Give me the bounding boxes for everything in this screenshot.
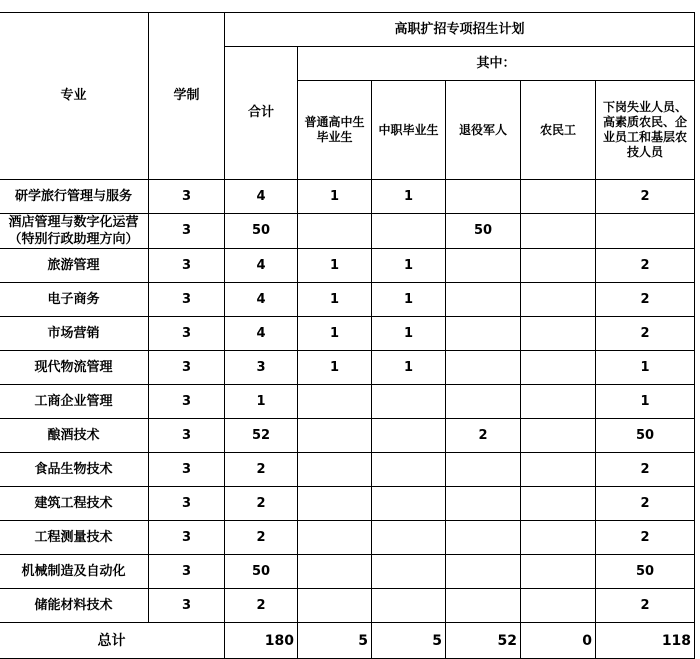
total-cell: 2 xyxy=(225,487,298,521)
duration-cell: 3 xyxy=(149,317,225,351)
total-cell: 4 xyxy=(225,317,298,351)
major-cell: 工程测量技术 xyxy=(0,521,149,555)
major-cell: 酒店管理与数字化运营（特别行政助理方向） xyxy=(0,214,149,249)
header-among: 其中： xyxy=(298,47,695,81)
duration-cell: 3 xyxy=(149,180,225,214)
migrant-workers-cell xyxy=(521,487,596,521)
other-groups-cell: 2 xyxy=(596,521,695,555)
high-school-cell xyxy=(298,589,372,623)
vocational-cell xyxy=(372,555,446,589)
duration-cell: 3 xyxy=(149,453,225,487)
total-cell: 2 xyxy=(225,453,298,487)
veterans-cell: 2 xyxy=(446,419,521,453)
total-cell: 4 xyxy=(225,283,298,317)
other-groups-cell: 2 xyxy=(596,249,695,283)
header-other-groups: 下岗失业人员、高素质农民、企业员工和基层农技人员 xyxy=(596,81,695,180)
major-cell: 工商企业管理 xyxy=(0,385,149,419)
major-cell: 现代物流管理 xyxy=(0,351,149,385)
high-school-cell xyxy=(298,521,372,555)
high-school-cell xyxy=(298,385,372,419)
other-groups-cell: 2 xyxy=(596,487,695,521)
major-cell: 市场营销 xyxy=(0,317,149,351)
vocational-cell xyxy=(372,589,446,623)
veterans-cell xyxy=(446,555,521,589)
grand-total: 180 xyxy=(225,623,298,659)
veterans-cell xyxy=(446,385,521,419)
table-row xyxy=(0,317,695,351)
migrant-workers-cell xyxy=(521,283,596,317)
header-major: 专业 xyxy=(0,13,149,180)
vocational-cell xyxy=(372,521,446,555)
table-row xyxy=(0,555,695,589)
veterans-cell xyxy=(446,521,521,555)
duration-cell: 3 xyxy=(149,487,225,521)
major-cell: 酿酒技术 xyxy=(0,419,149,453)
header-high-school: 普通高中生毕业生 xyxy=(298,81,372,180)
total-cell: 50 xyxy=(225,555,298,589)
high-school-total: 5 xyxy=(298,623,372,659)
veterans-cell xyxy=(446,453,521,487)
migrant-workers-cell xyxy=(521,180,596,214)
header-duration: 学制 xyxy=(149,13,225,180)
header-total: 合计 xyxy=(225,47,298,180)
vocational-cell: 1 xyxy=(372,180,446,214)
total-cell: 52 xyxy=(225,419,298,453)
header-plan-title: 高职扩招专项招生计划 xyxy=(225,13,695,47)
vocational-cell: 1 xyxy=(372,249,446,283)
veterans-cell xyxy=(446,351,521,385)
total-cell: 4 xyxy=(225,180,298,214)
enrollment-plan-table xyxy=(0,12,695,659)
high-school-cell xyxy=(298,419,372,453)
duration-cell: 3 xyxy=(149,214,225,249)
high-school-cell xyxy=(298,214,372,249)
other-groups-cell: 1 xyxy=(596,385,695,419)
header-vocational: 中职毕业生 xyxy=(372,81,446,180)
other-groups-cell: 2 xyxy=(596,589,695,623)
vocational-cell xyxy=(372,419,446,453)
table-row xyxy=(0,385,695,419)
duration-cell: 3 xyxy=(149,419,225,453)
veterans-cell xyxy=(446,487,521,521)
table-row xyxy=(0,249,695,283)
total-cell: 4 xyxy=(225,249,298,283)
table-row xyxy=(0,180,695,214)
migrant-workers-cell xyxy=(521,521,596,555)
duration-cell: 3 xyxy=(149,385,225,419)
duration-cell: 3 xyxy=(149,249,225,283)
high-school-cell: 1 xyxy=(298,317,372,351)
veterans-cell xyxy=(446,180,521,214)
veterans-cell xyxy=(446,317,521,351)
vocational-total: 5 xyxy=(372,623,446,659)
veterans-cell xyxy=(446,249,521,283)
total-row xyxy=(0,623,695,659)
high-school-cell: 1 xyxy=(298,180,372,214)
other-groups-cell: 50 xyxy=(596,555,695,589)
migrant-workers-cell xyxy=(521,317,596,351)
other-groups-cell: 2 xyxy=(596,180,695,214)
vocational-cell: 1 xyxy=(372,351,446,385)
migrant-workers-total: 0 xyxy=(521,623,596,659)
high-school-cell xyxy=(298,487,372,521)
table-row xyxy=(0,351,695,385)
vocational-cell xyxy=(372,453,446,487)
vocational-cell xyxy=(372,385,446,419)
total-cell: 50 xyxy=(225,214,298,249)
total-label: 总计 xyxy=(0,623,225,659)
veterans-cell xyxy=(446,283,521,317)
major-cell: 电子商务 xyxy=(0,283,149,317)
migrant-workers-cell xyxy=(521,555,596,589)
table-row xyxy=(0,589,695,623)
total-cell: 3 xyxy=(225,351,298,385)
high-school-cell: 1 xyxy=(298,351,372,385)
major-cell: 储能材料技术 xyxy=(0,589,149,623)
duration-cell: 3 xyxy=(149,521,225,555)
vocational-cell xyxy=(372,487,446,521)
other-groups-cell: 2 xyxy=(596,317,695,351)
migrant-workers-cell xyxy=(521,419,596,453)
other-groups-cell: 2 xyxy=(596,283,695,317)
duration-cell: 3 xyxy=(149,589,225,623)
other-groups-cell: 1 xyxy=(596,351,695,385)
major-cell: 建筑工程技术 xyxy=(0,487,149,521)
major-cell: 旅游管理 xyxy=(0,249,149,283)
table-row xyxy=(0,521,695,555)
migrant-workers-cell xyxy=(521,214,596,249)
migrant-workers-cell xyxy=(521,453,596,487)
duration-cell: 3 xyxy=(149,351,225,385)
duration-cell: 3 xyxy=(149,555,225,589)
migrant-workers-cell xyxy=(521,385,596,419)
total-cell: 1 xyxy=(225,385,298,419)
migrant-workers-cell xyxy=(521,249,596,283)
major-cell: 食品生物技术 xyxy=(0,453,149,487)
vocational-cell: 1 xyxy=(372,283,446,317)
high-school-cell: 1 xyxy=(298,283,372,317)
total-cell: 2 xyxy=(225,589,298,623)
other-groups-total: 118 xyxy=(596,623,695,659)
migrant-workers-cell xyxy=(521,589,596,623)
total-cell: 2 xyxy=(225,521,298,555)
table-row xyxy=(0,214,695,249)
header-veterans: 退役军人 xyxy=(446,81,521,180)
high-school-cell xyxy=(298,453,372,487)
table-row xyxy=(0,453,695,487)
other-groups-cell xyxy=(596,214,695,249)
table-row xyxy=(0,283,695,317)
major-cell: 机械制造及自动化 xyxy=(0,555,149,589)
table-row xyxy=(0,487,695,521)
high-school-cell xyxy=(298,555,372,589)
veterans-cell xyxy=(446,589,521,623)
vocational-cell xyxy=(372,214,446,249)
duration-cell: 3 xyxy=(149,283,225,317)
table-row xyxy=(0,419,695,453)
header-migrant-workers: 农民工 xyxy=(521,81,596,180)
migrant-workers-cell xyxy=(521,351,596,385)
other-groups-cell: 2 xyxy=(596,453,695,487)
veterans-cell: 50 xyxy=(446,214,521,249)
vocational-cell: 1 xyxy=(372,317,446,351)
other-groups-cell: 50 xyxy=(596,419,695,453)
veterans-total: 52 xyxy=(446,623,521,659)
major-cell: 研学旅行管理与服务 xyxy=(0,180,149,214)
high-school-cell: 1 xyxy=(298,249,372,283)
